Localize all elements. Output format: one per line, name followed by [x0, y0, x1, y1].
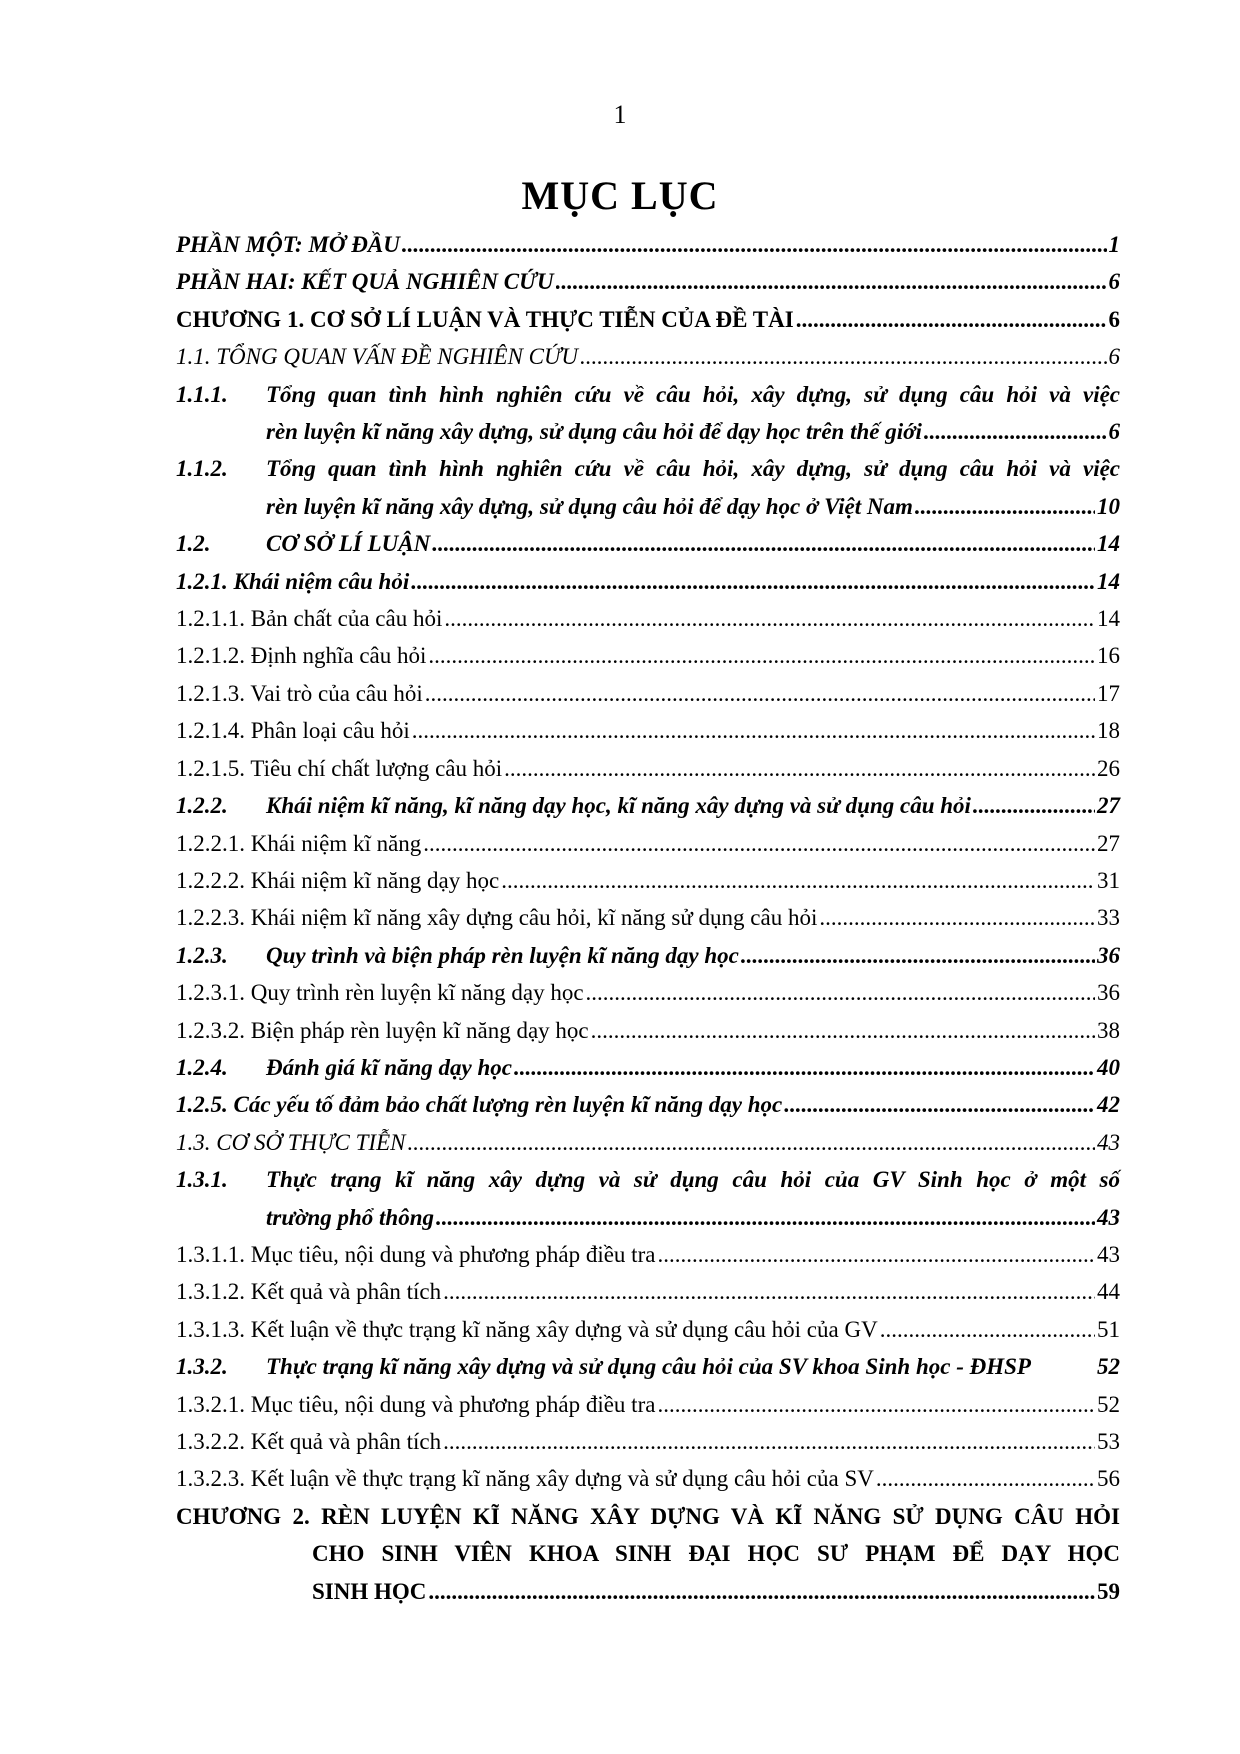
toc-entry-page: 14	[1097, 531, 1120, 557]
toc-entry-label: PHẦN HAI: KẾT QUẢ NGHIÊN CỨU	[176, 269, 554, 295]
toc-entry-1-3-1-3[interactable]	[176, 1311, 1120, 1348]
dot-leader	[580, 338, 1107, 375]
dot-leader	[501, 862, 1095, 899]
toc-entry-number: 1.2.	[176, 531, 211, 557]
toc-entry-number: 1.1.1.	[176, 381, 228, 407]
toc-entry-page: 42	[1097, 1092, 1120, 1118]
toc-entry-label-line2: rèn luyện kĩ năng xây dựng, sử dụng câu hỏi để dạy học ở Việt Nam	[266, 493, 913, 519]
toc-entry-page: 6	[1108, 269, 1120, 295]
toc-entry-label: 1.2.1.3. Vai trò của câu hỏi	[176, 680, 423, 706]
toc-entry-label-line3: SINH HỌC	[312, 1578, 427, 1604]
toc-entry-number: 1.2.4.	[176, 1054, 228, 1080]
dot-leader	[973, 787, 1095, 824]
toc-entry-page: 56	[1097, 1466, 1120, 1492]
toc-entry-1-2-2-1[interactable]	[176, 825, 1120, 862]
toc-entry-page: 44	[1097, 1279, 1120, 1305]
toc-entry-label: Quy trình và biện pháp rèn luyện kĩ năng dạy học	[266, 942, 739, 968]
toc-entry-1-1[interactable]	[176, 338, 1120, 375]
page-number: 1	[613, 100, 627, 129]
toc-entry-1-2-3-1[interactable]	[176, 974, 1120, 1011]
toc-entry-label-line2: rèn luyện kĩ năng xây dựng, sử dụng câu hỏi để dạy học trên thế giới	[266, 419, 922, 445]
toc-entry-label: Đánh giá kĩ năng dạy học	[266, 1054, 513, 1080]
toc-entry-label: 1.2.2.1. Khái niệm kĩ năng	[176, 830, 422, 856]
toc-entry-label: 1.2.5. Các yếu tố đảm bảo chất lượng rèn luyện kĩ năng dạy học	[176, 1092, 783, 1118]
dot-leader	[436, 1199, 1095, 1236]
toc-entry-label-line2: CHO SINH VIÊN KHOA SINH ĐẠI HỌC SƯ PHẠM ĐỂ DẠY HỌC	[312, 1541, 1120, 1567]
toc-entry-1-1-2[interactable]	[176, 450, 1120, 525]
toc-entry-label: 1.3.2.1. Mục tiêu, nội dung và phương pháp điều tra	[176, 1391, 656, 1417]
dot-leader	[402, 226, 1107, 263]
toc-entry-1-1-1[interactable]	[176, 376, 1120, 451]
toc-entry-page: 43	[1097, 1204, 1120, 1230]
toc-entry-label-line1: Tổng quan tình hình nghiên cứu về câu hỏi, xây dựng, sử dụng câu hỏi và việc	[266, 456, 1120, 482]
toc-entry-label: CHƯƠNG 1. CƠ SỞ LÍ LUẬN VÀ THỰC TIỄN CỦA ĐỀ TÀI	[176, 306, 794, 332]
dot-leader	[784, 1086, 1095, 1123]
toc-entry-label: 1.1. TỔNG QUAN VẤN ĐỀ NGHIÊN CỨU	[176, 344, 578, 370]
toc-entry-label: 1.2.2.3. Khái niệm kĩ năng xây dựng câu hỏi, kĩ năng sử dụng câu hỏi	[176, 905, 818, 931]
toc-entry-page: 18	[1097, 718, 1120, 744]
toc-entry-1-2-1-4[interactable]	[176, 712, 1120, 749]
toc-entry-page: 51	[1097, 1316, 1120, 1342]
toc-entry-label: 1.3.1.1. Mục tiêu, nội dung và phương pháp điều tra	[176, 1241, 656, 1267]
dot-leader	[425, 675, 1095, 712]
dot-leader	[819, 899, 1095, 936]
toc-entry-1-3-2-3[interactable]	[176, 1460, 1120, 1497]
toc-entry-1-2-1-5[interactable]	[176, 750, 1120, 787]
dot-leader	[444, 600, 1095, 637]
toc-entry-label: 1.3.1.3. Kết luận về thực trạng kĩ năng xây dựng và sử dụng câu hỏi của GV	[176, 1316, 878, 1342]
toc-entry-page: 52	[1097, 1354, 1120, 1380]
toc-entry-part-one[interactable]	[176, 226, 1120, 263]
toc-entry-1-3-2-2[interactable]	[176, 1423, 1120, 1460]
toc-entry-1-3-1[interactable]	[176, 1161, 1120, 1236]
toc-entry-page: 36	[1097, 942, 1120, 968]
toc-entry-1-3-2[interactable]	[176, 1348, 1120, 1385]
dot-leader	[876, 1460, 1095, 1497]
toc-entry-1-2[interactable]	[176, 525, 1120, 562]
toc-entry-part-two[interactable]	[176, 263, 1120, 300]
toc-entry-page: 17	[1097, 680, 1120, 706]
toc-entry-page: 27	[1097, 830, 1120, 856]
table-of-contents	[176, 226, 1120, 1610]
toc-entry-page: 40	[1097, 1054, 1120, 1080]
toc-entry-label: 1.2.1.1. Bản chất của câu hỏi	[176, 606, 443, 632]
toc-entry-number: 1.2.3.	[176, 942, 228, 968]
dot-leader	[657, 1386, 1095, 1423]
dot-leader	[423, 825, 1095, 862]
toc-entry-chapter-2[interactable]	[176, 1498, 1120, 1610]
toc-entry-label: 1.2.2.2. Khái niệm kĩ năng dạy học	[176, 867, 500, 893]
toc-entry-page: 38	[1097, 1017, 1120, 1043]
toc-entry-page: 14	[1097, 606, 1120, 632]
dot-leader	[504, 750, 1095, 787]
dot-leader	[443, 1273, 1095, 1310]
toc-entry-1-2-5[interactable]	[176, 1086, 1120, 1123]
toc-entry-label: 1.3.2.2. Kết quả và phân tích	[176, 1429, 442, 1454]
toc-entry-page: 43	[1097, 1241, 1120, 1267]
dot-leader	[741, 937, 1095, 974]
toc-entry-1-2-3-2[interactable]	[176, 1012, 1120, 1049]
toc-entry-1-3-1-2[interactable]	[176, 1273, 1120, 1310]
toc-entry-label-line1: Thực trạng kĩ năng xây dựng và sử dụng câu hỏi của GV Sinh học ở một số	[266, 1167, 1120, 1193]
toc-entry-number: 1.1.2.	[176, 456, 228, 482]
dot-leader	[407, 1124, 1095, 1161]
toc-entry-1-2-2-3[interactable]	[176, 899, 1120, 936]
toc-entry-label: PHẦN MỘT: MỞ ĐẦU	[176, 232, 400, 257]
toc-entry-label: Khái niệm kĩ năng, kĩ năng dạy học, kĩ năng xây dựng và sử dụng câu hỏi	[266, 793, 971, 819]
dot-leader	[428, 1573, 1095, 1610]
toc-entry-label: 1.2.1.4. Phân loại câu hỏi	[176, 718, 410, 744]
dot-leader	[411, 563, 1095, 600]
toc-entry-page: 59	[1097, 1578, 1120, 1604]
toc-entry-1-2-1-2[interactable]	[176, 637, 1120, 674]
toc-entry-label: 1.3. CƠ SỞ THỰC TIỄN	[176, 1129, 406, 1155]
toc-entry-label: 1.2.3.1. Quy trình rèn luyện kĩ năng dạy học	[176, 980, 584, 1006]
dot-leader	[443, 1423, 1095, 1460]
dot-leader	[924, 413, 1107, 450]
dot-leader	[514, 1049, 1095, 1086]
toc-entry-label: 1.2.1. Khái niệm câu hỏi	[176, 568, 410, 594]
dot-leader	[586, 974, 1095, 1011]
dot-leader	[432, 525, 1095, 562]
dot-leader	[591, 1012, 1095, 1049]
toc-entry-page: 14	[1097, 568, 1120, 594]
toc-entry-1-2-2[interactable]	[176, 787, 1120, 824]
toc-entry-1-3-1-1[interactable]	[176, 1236, 1120, 1273]
toc-entry-page: 53	[1097, 1429, 1120, 1454]
toc-entry-1-2-1[interactable]	[176, 563, 1120, 600]
toc-entry-page: 36	[1097, 980, 1120, 1006]
toc-entry-1-2-2-2[interactable]	[176, 862, 1120, 899]
toc-entry-label: CƠ SỞ LÍ LUẬN	[266, 531, 431, 557]
toc-entry-label-line2: trường phổ thông	[266, 1204, 435, 1230]
toc-entry-page: 6	[1108, 344, 1120, 370]
toc-entry-page: 33	[1097, 905, 1120, 931]
toc-entry-number: 1.3.2.	[176, 1354, 228, 1380]
toc-entry-number: 1.2.2.	[176, 793, 228, 819]
dot-leader	[556, 263, 1107, 300]
toc-entry-label: 1.2.1.5. Tiêu chí chất lượng câu hỏi	[176, 755, 503, 781]
toc-entry-1-2-4[interactable]	[176, 1049, 1120, 1086]
toc-entry-page: 1	[1108, 232, 1120, 257]
toc-entry-number: 1.3.1.	[176, 1167, 228, 1193]
toc-entry-page: 10	[1097, 493, 1120, 519]
toc-entry-page: 6	[1108, 306, 1120, 332]
toc-entry-page: 27	[1097, 793, 1120, 819]
toc-entry-page: 52	[1097, 1391, 1120, 1417]
toc-entry-label-line1: CHƯƠNG 2. RÈN LUYỆN KĨ NĂNG XÂY DỰNG VÀ KĨ NĂNG SỬ DỤNG CÂU HỎI	[176, 1503, 1120, 1529]
toc-entry-1-2-1-1[interactable]	[176, 600, 1120, 637]
toc-entry-label: 1.3.2.3. Kết luận về thực trạng kĩ năng xây dựng và sử dụng câu hỏi của SV	[176, 1466, 874, 1492]
toc-title: MỤC LỤC	[521, 173, 719, 218]
toc-entry-label: 1.2.1.2. Định nghĩa câu hỏi	[176, 643, 427, 669]
dot-leader	[796, 301, 1107, 338]
toc-entry-page: 16	[1097, 643, 1120, 669]
dot-leader	[657, 1236, 1095, 1273]
toc-entry-label: Thực trạng kĩ năng xây dựng và sử dụng câu hỏi của SV khoa Sinh học - ĐHSP	[266, 1354, 1031, 1380]
dot-leader	[880, 1311, 1095, 1348]
toc-entry-label-line1: Tổng quan tình hình nghiên cứu về câu hỏi, xây dựng, sử dụng câu hỏi và việc	[266, 381, 1120, 407]
toc-entry-1-2-3[interactable]	[176, 937, 1120, 974]
toc-entry-chapter-1[interactable]	[176, 301, 1120, 338]
toc-entry-page: 31	[1097, 867, 1120, 893]
toc-entry-1-3-2-1[interactable]	[176, 1386, 1120, 1423]
toc-entry-1-3[interactable]	[176, 1124, 1120, 1161]
toc-entry-page: 6	[1108, 419, 1120, 445]
toc-entry-page: 43	[1097, 1129, 1120, 1155]
toc-entry-1-2-1-3[interactable]	[176, 675, 1120, 712]
toc-entry-page: 26	[1097, 755, 1120, 781]
toc-entry-label: 1.3.1.2. Kết quả và phân tích	[176, 1279, 442, 1305]
dot-leader	[412, 712, 1095, 749]
dot-leader	[915, 488, 1095, 525]
dot-leader	[428, 637, 1095, 674]
toc-entry-label: 1.2.3.2. Biện pháp rèn luyện kĩ năng dạy học	[176, 1017, 589, 1043]
